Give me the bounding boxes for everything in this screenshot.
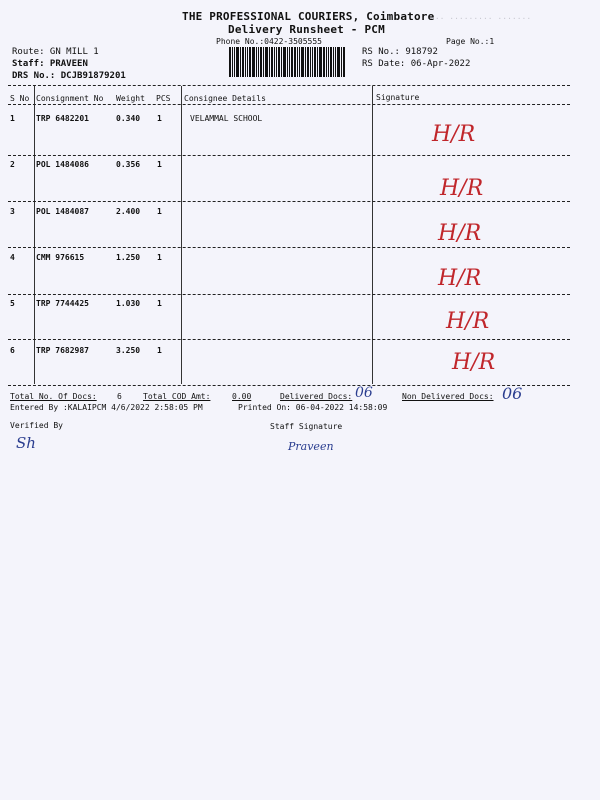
barcode-bar [335,47,336,77]
row-pcs: 1 [157,253,162,262]
row-sno: 3 [10,207,15,216]
barcode-bar [283,47,286,77]
page-number: Page No.:1 [446,37,495,46]
row-consignee: VELAMMAL SCHOOL [190,114,263,123]
verifier-handwritten-signature: Sh [16,434,36,452]
row-weight: 2.400 [116,207,141,216]
staff-handwritten-signature: Praveen [288,440,334,453]
barcode-bar [278,47,280,77]
barcode-bar [276,47,277,77]
barcode-bar [249,47,251,77]
col-header-weight: Weight [116,94,145,103]
row-consignment: POL 1484087 [36,207,89,216]
barcode-bar [281,47,282,77]
company-name: THE PROFESSIONAL COURIERS, Coimbatore [182,10,435,23]
row-handwritten-signature: H/R [432,122,476,147]
document-title: Delivery Runsheet - PCM [228,23,385,36]
barcode-bar [260,47,262,77]
barcode-bar [333,47,334,77]
drs-number: DRS No.: DCJB91879201 [12,71,126,81]
staff-signature-label: Staff Signature [270,422,343,431]
barcode [229,47,357,77]
barcode-bar [328,47,329,77]
barcode-bar [291,47,293,77]
row-handwritten-signature: H/R [446,309,490,334]
barcode-bar [265,47,268,77]
barcode-bar [319,47,322,77]
barcode-bar [299,47,300,77]
barcode-bar [287,47,288,77]
barcode-bar [312,47,313,77]
col-header-signature: Signature [376,93,420,102]
printed-on: Printed On: 06-04-2022 14:58:09 [238,403,388,412]
barcode-bar [242,47,244,77]
barcode-bar [289,47,290,77]
rs-date: RS Date: 06-Apr-2022 [362,59,471,69]
barcode-bar [307,47,309,77]
row-sno: 2 [10,160,15,169]
barcode-bar [256,47,257,77]
entered-by: Entered By :KALAIPCM 4/6/2022 2:58:05 PM [10,403,203,412]
row-sno: 5 [10,299,15,308]
row-sno: 1 [10,114,15,123]
row-pcs: 1 [157,299,162,308]
row-weight: 1.030 [116,299,141,308]
barcode-bar [245,47,246,77]
barcode-bar [317,47,318,77]
row-handwritten-signature: H/R [452,350,496,375]
faint-header-text: ... ......... ....... [430,12,532,21]
non-delivered-docs-label: Non Delivered Docs: [402,392,494,401]
barcode-bar [236,47,239,77]
total-cod-label: Total COD Amt: [143,392,211,401]
barcode-bar [247,47,248,77]
delivered-docs-handwritten: 06 [355,385,373,401]
barcode-bar [240,47,241,77]
row-pcs: 1 [157,346,162,355]
row-handwritten-signature: H/R [438,221,482,246]
row-sno: 6 [10,346,15,355]
row-consignment: CMM 976615 [36,253,85,262]
row-consignment: TRP 7744425 [36,299,89,308]
col-header-pcs: PCS [156,94,171,103]
barcode-bar [297,47,298,77]
row-pcs: 1 [157,207,162,216]
table-header-rule [8,104,570,105]
total-docs-label: Total No. Of Docs: [10,392,97,401]
barcode-bar [337,47,340,77]
barcode-bar [294,47,296,77]
barcode-bar [326,47,327,77]
barcode-bar [258,47,259,77]
barcode-bar [301,47,304,77]
barcode-bar [234,47,235,77]
route: Route: GN MILL 1 [12,47,99,57]
col-header-sno: S No [10,94,30,103]
barcode-bar [323,47,325,77]
row-pcs: 1 [157,114,162,123]
delivered-docs-label: Delivered Docs: [280,392,353,401]
barcode-bar [252,47,255,77]
non-delivered-docs-handwritten: 06 [502,384,523,403]
table-top-rule [8,85,570,86]
row-weight: 1.250 [116,253,141,262]
barcode-bar [274,47,275,77]
row-consignment: POL 1484086 [36,160,89,169]
rs-number: RS No.: 918792 [362,47,438,57]
table-bottom-rule [8,385,570,386]
barcode-bar [330,47,332,77]
row-rule [8,201,570,202]
row-handwritten-signature: H/R [438,266,482,291]
row-rule [8,155,570,156]
row-weight: 0.356 [116,160,141,169]
barcode-bar [343,47,345,77]
row-weight: 0.340 [116,114,141,123]
barcode-bar [310,47,311,77]
col-header-consignment: Consignment No [36,94,104,103]
barcode-bar [229,47,231,77]
row-handwritten-signature: H/R [440,176,484,201]
barcode-bar [314,47,316,77]
row-sno: 4 [10,253,15,262]
row-consignment: TRP 7682987 [36,346,89,355]
phone-number: Phone No.:0422-3505555 [216,37,322,46]
barcode-bar [263,47,264,77]
staff: Staff: PRAVEEN [12,59,88,69]
barcode-bar [269,47,270,77]
col-header-consignee: Consignee Details [184,94,266,103]
barcode-bar [341,47,342,77]
barcode-bar [271,47,273,77]
row-rule [8,339,570,340]
barcode-bar [232,47,233,77]
row-rule [8,247,570,248]
row-rule [8,294,570,295]
row-consignment: TRP 6482201 [36,114,89,123]
barcode-bar [305,47,306,77]
total-docs-value: 6 [117,392,122,401]
verified-by-label: Verified By [10,421,63,430]
total-cod-value: 0.00 [232,392,252,401]
row-weight: 3.250 [116,346,141,355]
row-pcs: 1 [157,160,162,169]
